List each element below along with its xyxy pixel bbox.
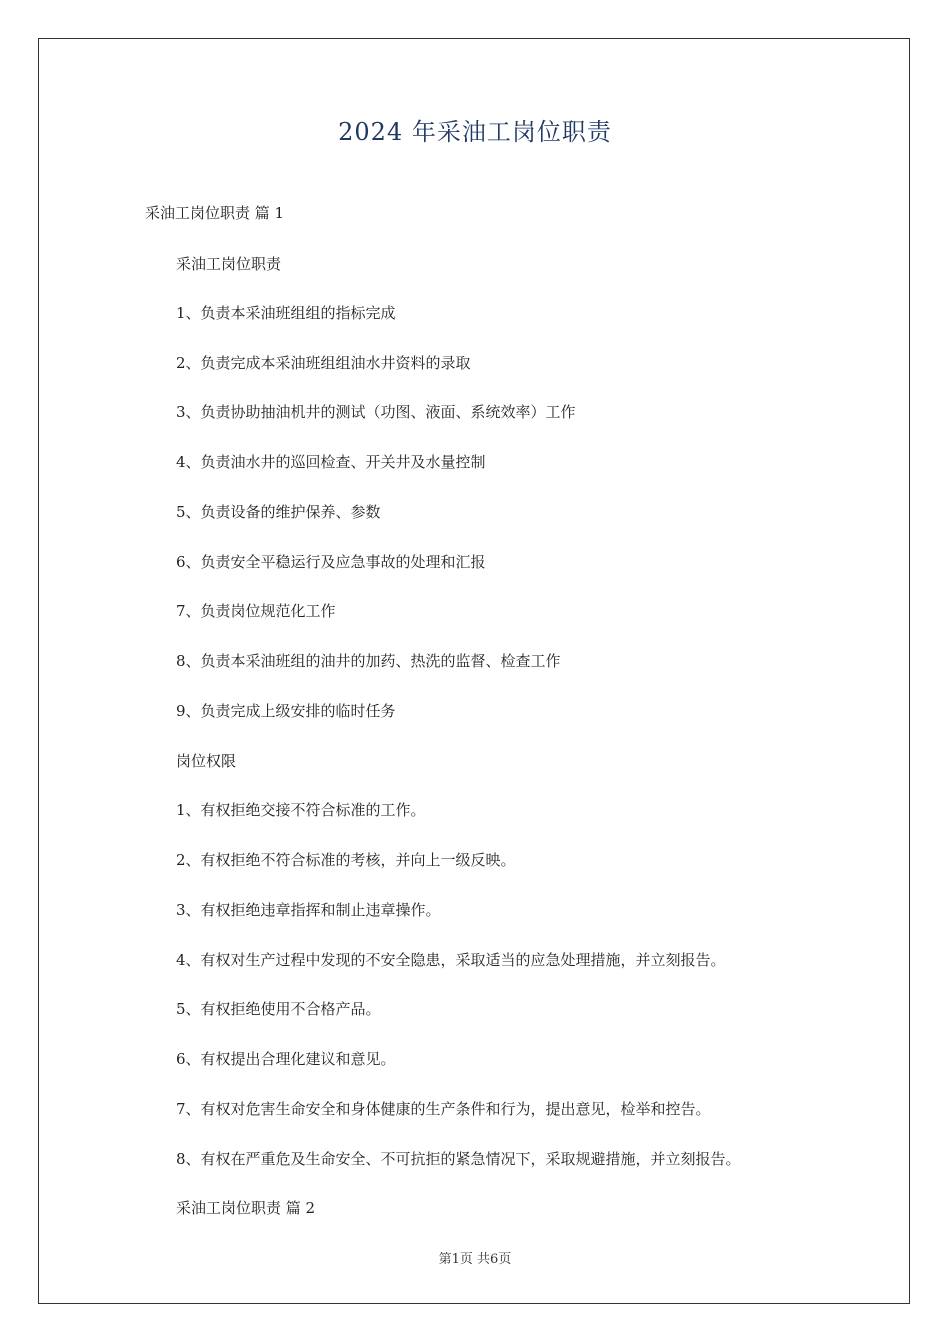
duty-item: 4、负责油水井的巡回检查、开关井及水量控制 — [176, 453, 486, 471]
section-heading-2: 采油工岗位职责 篇 2 — [176, 1199, 316, 1217]
authority-item: 1、有权拒绝交接不符合标准的工作。 — [176, 801, 426, 819]
authority-item: 3、有权拒绝违章指挥和制止违章操作。 — [176, 901, 441, 919]
duty-item: 5、负责设备的维护保养、参数 — [176, 503, 381, 521]
page-number: 第1页 共6页 — [438, 1252, 512, 1267]
authority-item: 7、有权对危害生命安全和身体健康的生产条件和行为，提出意见，检举和控告。 — [176, 1100, 711, 1118]
duty-item: 6、负责安全平稳运行及应急事故的处理和汇报 — [176, 553, 486, 571]
authority-heading: 岗位权限 — [176, 752, 237, 770]
authority-item: 8、有权在严重危及生命安全、不可抗拒的紧急情况下，采取规避措施，并立刻报告。 — [176, 1150, 741, 1168]
duty-item: 8、负责本采油班组的油井的加药、热洗的监督、检查工作 — [176, 652, 561, 670]
authority-item: 6、有权提出合理化建议和意见。 — [176, 1050, 396, 1068]
authority-item: 4、有权对生产过程中发现的不安全隐患，采取适当的应急处理措施，并立刻报告。 — [176, 951, 726, 969]
duty-item: 9、负责完成上级安排的临时任务 — [176, 702, 396, 720]
section-heading-1: 采油工岗位职责 篇 1 — [145, 204, 285, 222]
document-title: 2024 年采油工岗位职责 — [338, 118, 612, 146]
duty-item: 7、负责岗位规范化工作 — [176, 602, 336, 620]
duty-item: 2、负责完成本采油班组组油水井资料的录取 — [176, 354, 471, 372]
duties-heading: 采油工岗位职责 — [176, 255, 282, 273]
authority-item: 5、有权拒绝使用不合格产品。 — [176, 1000, 381, 1018]
duty-item: 3、负责协助抽油机井的测试（功图、液面、系统效率）工作 — [176, 403, 576, 421]
authority-item: 2、有权拒绝不符合标准的考核，并向上一级反映。 — [176, 851, 516, 869]
duty-item: 1、负责本采油班组组的指标完成 — [176, 304, 396, 322]
